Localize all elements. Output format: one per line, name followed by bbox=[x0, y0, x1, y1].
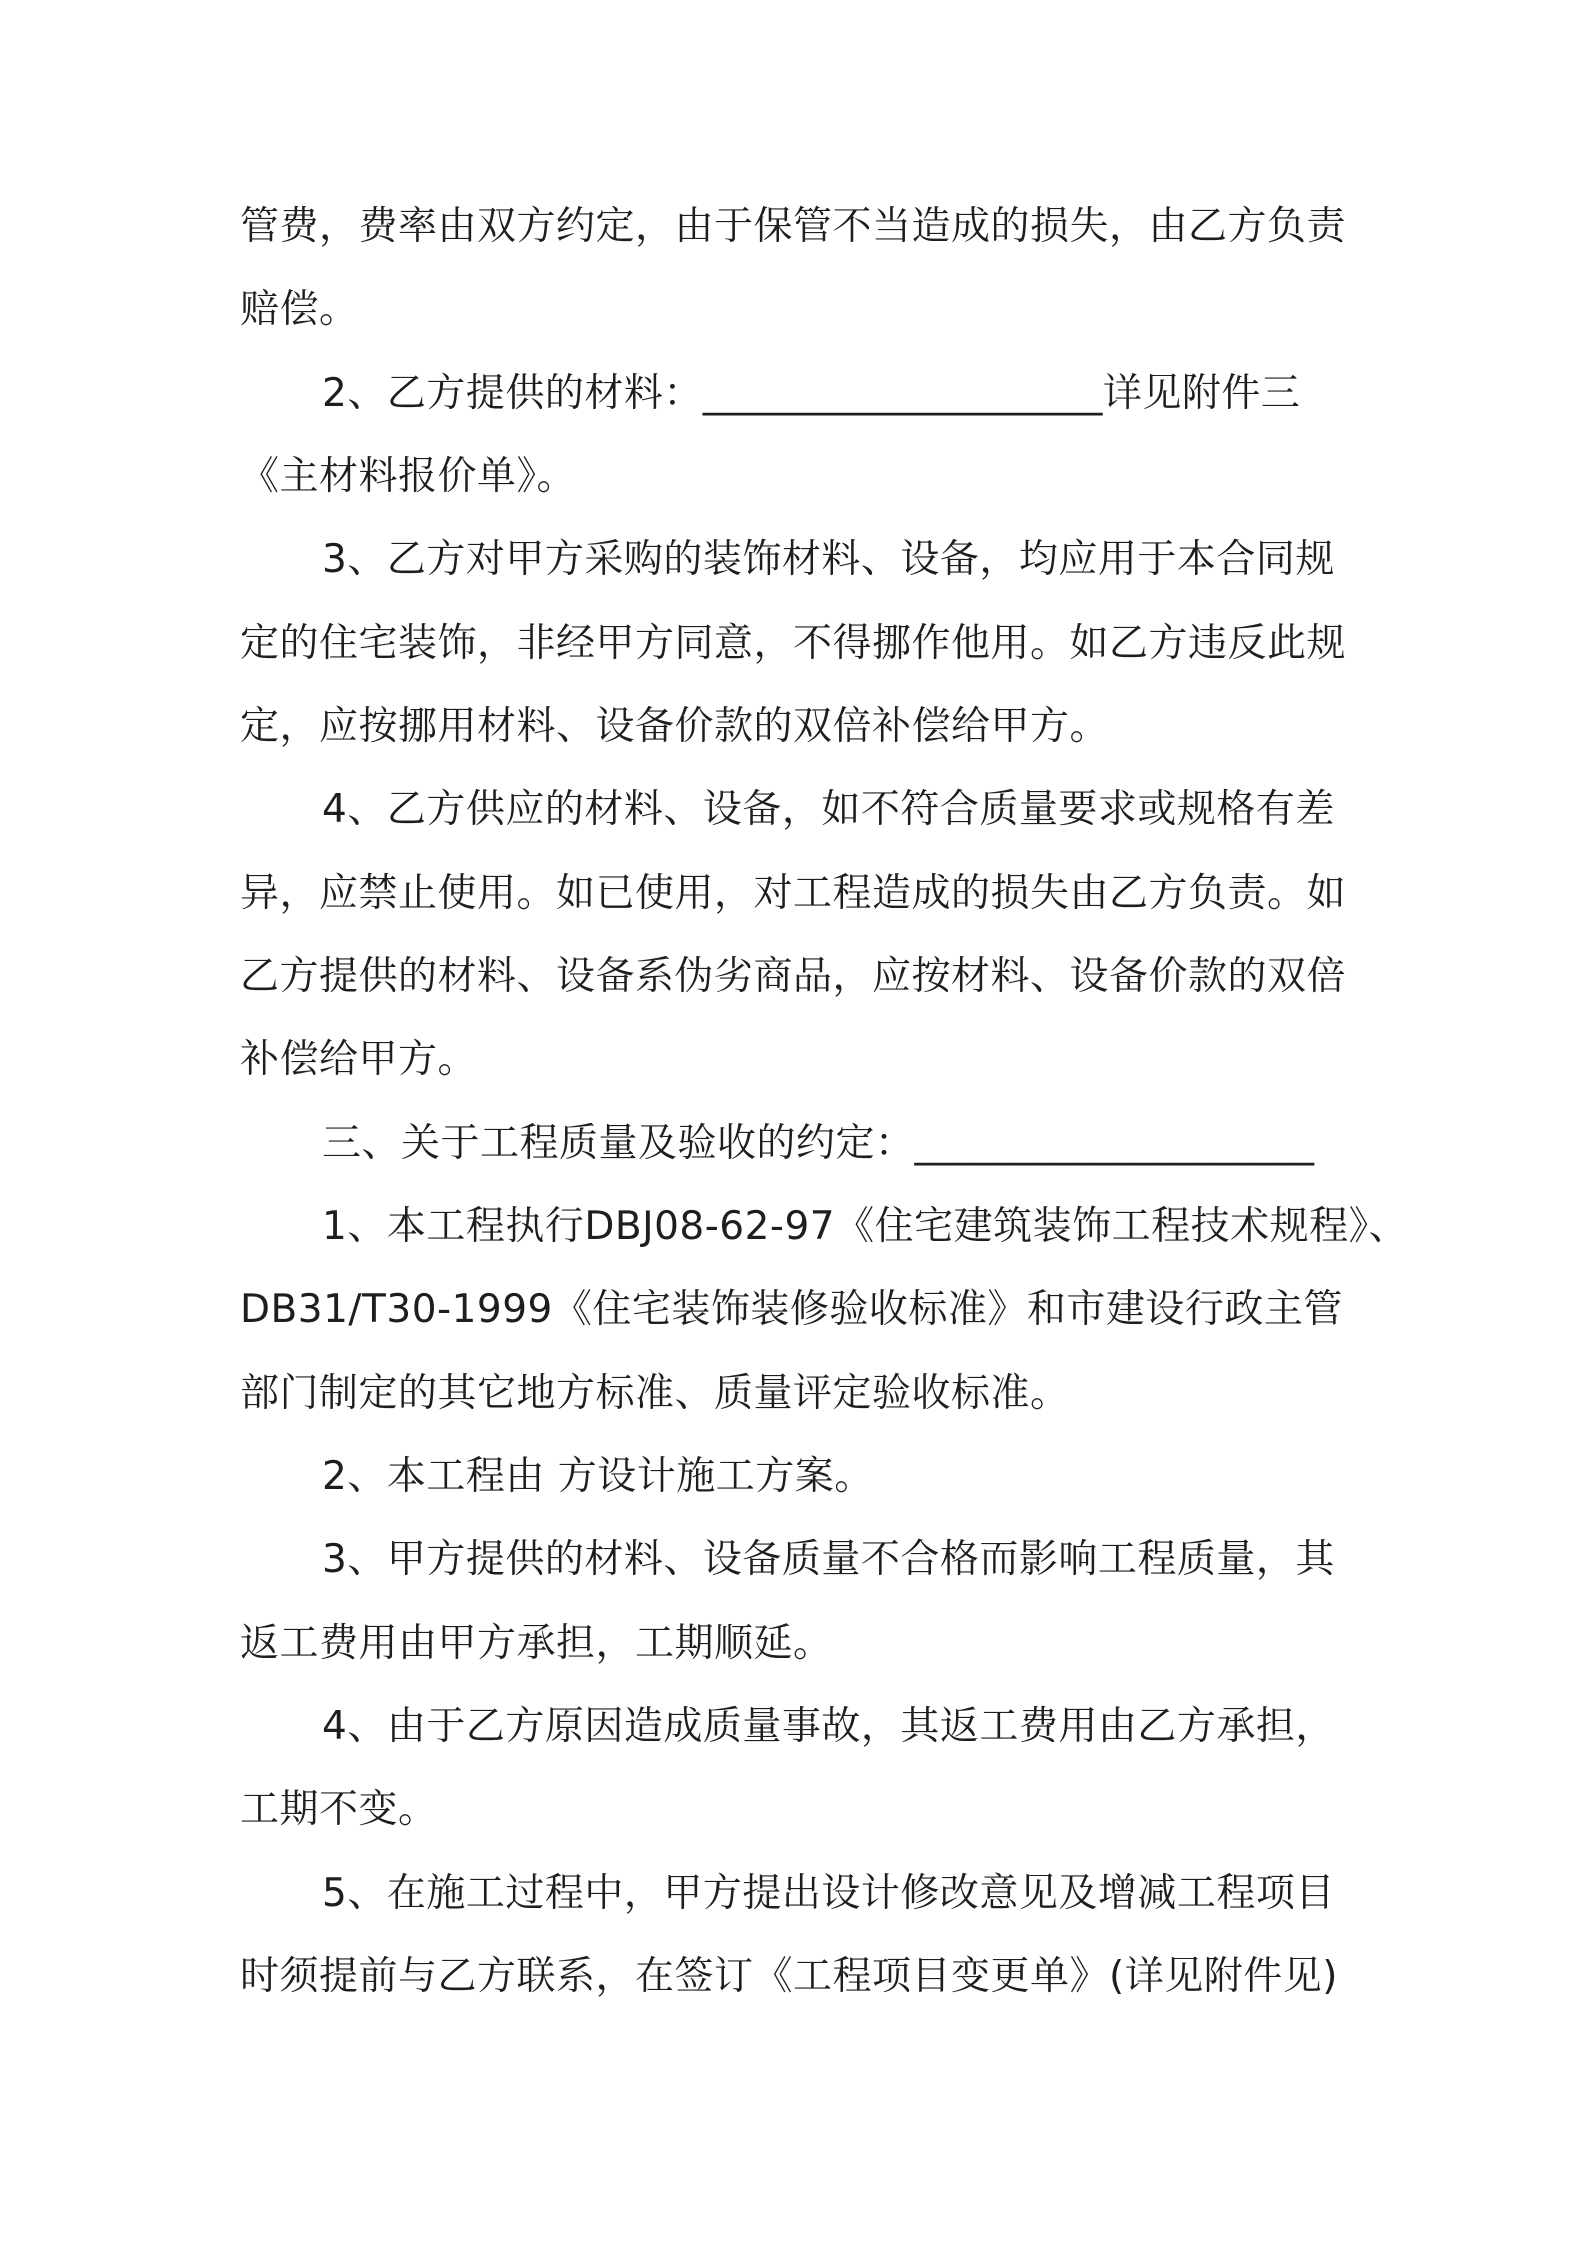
paragraph-line: 4、乙方供应的材料、设备，如不符合质量要求或规格有差 bbox=[322, 787, 1335, 832]
paragraph-line: 定，应按挪用材料、设备价款的双倍补偿给甲方。 bbox=[240, 704, 1110, 749]
paragraph-line: 3、甲方提供的材料、设备质量不合格而影响工程质量，其 bbox=[322, 1537, 1335, 1582]
paragraph-line: 1、本工程执行DBJ08-62-97《住宅建筑装饰工程技术规程》、 bbox=[322, 1204, 1409, 1249]
paragraph-line: 部门制定的其它地方标准、质量评定验收标准。 bbox=[240, 1371, 1070, 1416]
paragraph-line: 2、本工程由 方设计施工方案。 bbox=[322, 1454, 874, 1499]
paragraph-line: 赔偿。 bbox=[240, 287, 359, 332]
paragraph-line: 3、乙方对甲方采购的装饰材料、设备，均应用于本合同规 bbox=[322, 537, 1335, 582]
paragraph-line: DB31/T30-1999《住宅装饰装修验收标准》和市建设行政主管 bbox=[240, 1287, 1343, 1332]
paragraph-line: 管费，费率由双方约定，由于保管不当造成的损失，由乙方负责 bbox=[240, 204, 1347, 249]
paragraph-line: 补偿给甲方。 bbox=[240, 1037, 478, 1082]
paragraph-line: 《主材料报价单》。 bbox=[240, 454, 577, 499]
paragraph-line: 返工费用由甲方承担，工期顺延。 bbox=[240, 1621, 833, 1666]
paragraph-line: 工期不变。 bbox=[240, 1787, 438, 1832]
paragraph-line: 4、由于乙方原因造成质量事故，其返工费用由乙方承担， bbox=[322, 1704, 1335, 1749]
paragraph-line: 乙方提供的材料、设备系伪劣商品，应按材料、设备价款的双倍 bbox=[240, 954, 1347, 999]
paragraph-line: 定的住宅装饰，非经甲方同意，不得挪作他用。如乙方违反此规 bbox=[240, 621, 1347, 666]
section-heading: 三、关于工程质量及验收的约定：____________________ bbox=[322, 1121, 1315, 1166]
paragraph-line: 异，应禁止使用。如已使用，对工程造成的损失由乙方负责。如 bbox=[240, 871, 1347, 916]
paragraph-line: 5、在施工过程中，甲方提出设计修改意见及增减工程项目 bbox=[322, 1871, 1335, 1916]
paragraph-line: 2、乙方提供的材料：____________________详见附件三 bbox=[322, 371, 1301, 416]
paragraph-line: 时须提前与乙方联系，在签订《工程项目变更单》(详见附件见) bbox=[240, 1954, 1338, 1999]
